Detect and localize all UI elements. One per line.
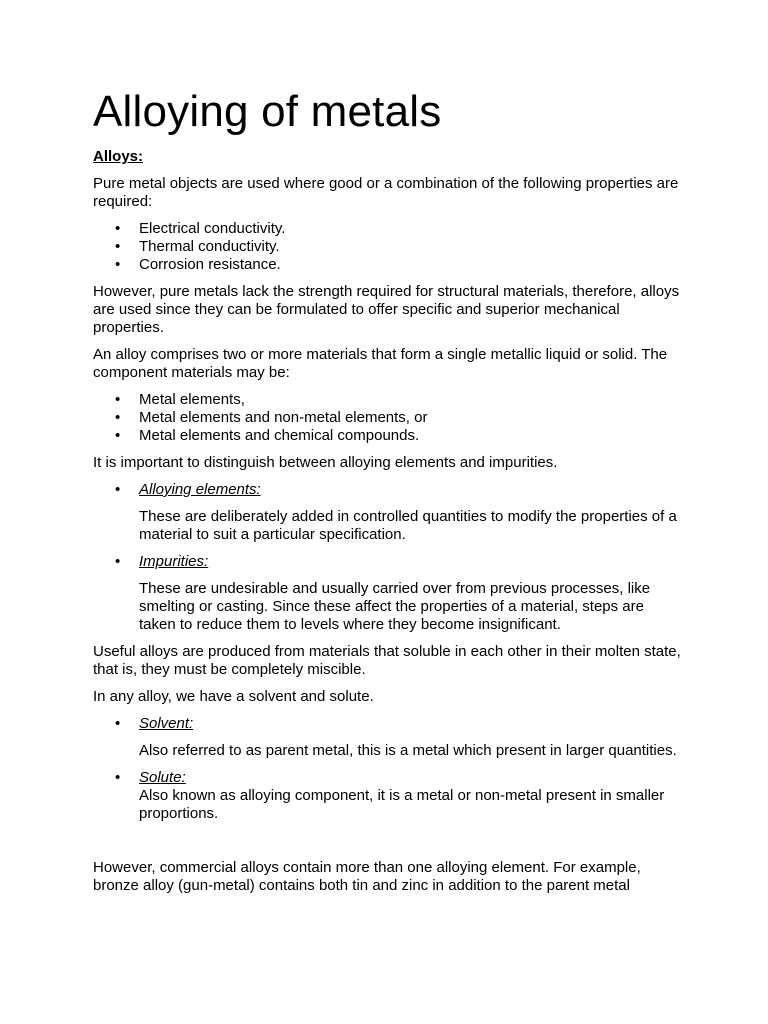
- intro-paragraph: Pure metal objects are used where good or a combination of the following properties are required:: [93, 175, 679, 210]
- bullet-icon: •: [115, 481, 121, 498]
- definition-term-impurities: [93, 553, 683, 571]
- components-list: [93, 391, 683, 445]
- blank-line: [93, 832, 683, 859]
- definition-body: These are undesirable and usually carried over from previous processes, like smelting or casting. Since these affect the properties of a material, steps are taken to reduce them to levels where they become insignificant.: [139, 580, 651, 633]
- alloy-definition-paragraph: An alloy comprises two or more materials that form a single metallic liquid or solid. The component materials may be:: [93, 346, 668, 381]
- definition-term-alloying-elements: [93, 481, 683, 499]
- document-title: Alloying of metals: [93, 87, 442, 136]
- definition-body: These are deliberately added in controlled quantities to modify the properties of a material to suit a particular specification.: [139, 508, 677, 543]
- definition-term-solute: [93, 769, 683, 787]
- list-item: • Thermal conductivity.: [93, 238, 683, 256]
- definition-term-solvent: [93, 715, 683, 733]
- bullet-icon: •: [115, 715, 121, 732]
- definition-term-label: Solvent:: [139, 715, 194, 732]
- definition-term-label: Solute:: [139, 769, 186, 786]
- strength-paragraph: However, pure metals lack the strength required for structural materials, therefore, alloys are used since they can be formulated to offer specific and superior mechanical properties.: [93, 283, 680, 336]
- bullet-icon: •: [115, 769, 121, 786]
- definition-body: Also referred to as parent metal, this is a metal which present in larger quantities.: [139, 742, 677, 759]
- properties-list: [93, 220, 683, 274]
- distinguish-paragraph: It is important to distinguish between alloying elements and impurities.: [93, 454, 558, 471]
- document-page: [93, 86, 683, 904]
- list-item: • Metal elements,: [93, 391, 683, 409]
- definition-term-label: Impurities:: [139, 553, 209, 570]
- commercial-alloys-paragraph: However, commercial alloys contain more than one alloying element. For example, bronze alloy (gun-metal) contains both tin and zinc in addition to the parent metal: [93, 859, 641, 894]
- list-item: • Metal elements and non-metal elements, or: [93, 409, 683, 427]
- solvent-solute-paragraph: In any alloy, we have a solvent and solute.: [93, 688, 374, 705]
- bullet-icon: •: [115, 553, 121, 570]
- list-item: • Corrosion resistance.: [93, 256, 683, 274]
- list-item: • Electrical conductivity.: [93, 220, 683, 238]
- useful-alloys-paragraph: Useful alloys are produced from materials that soluble in each other in their molten state, that is, they must be completely miscible.: [93, 643, 681, 678]
- definition-body: Also known as alloying component, it is a metal or non-metal present in smaller proportions.: [139, 787, 665, 822]
- definition-term-label: Alloying elements:: [139, 481, 261, 498]
- list-item: • Metal elements and chemical compounds.: [93, 427, 683, 445]
- section-heading-alloys: Alloys:: [93, 148, 144, 165]
